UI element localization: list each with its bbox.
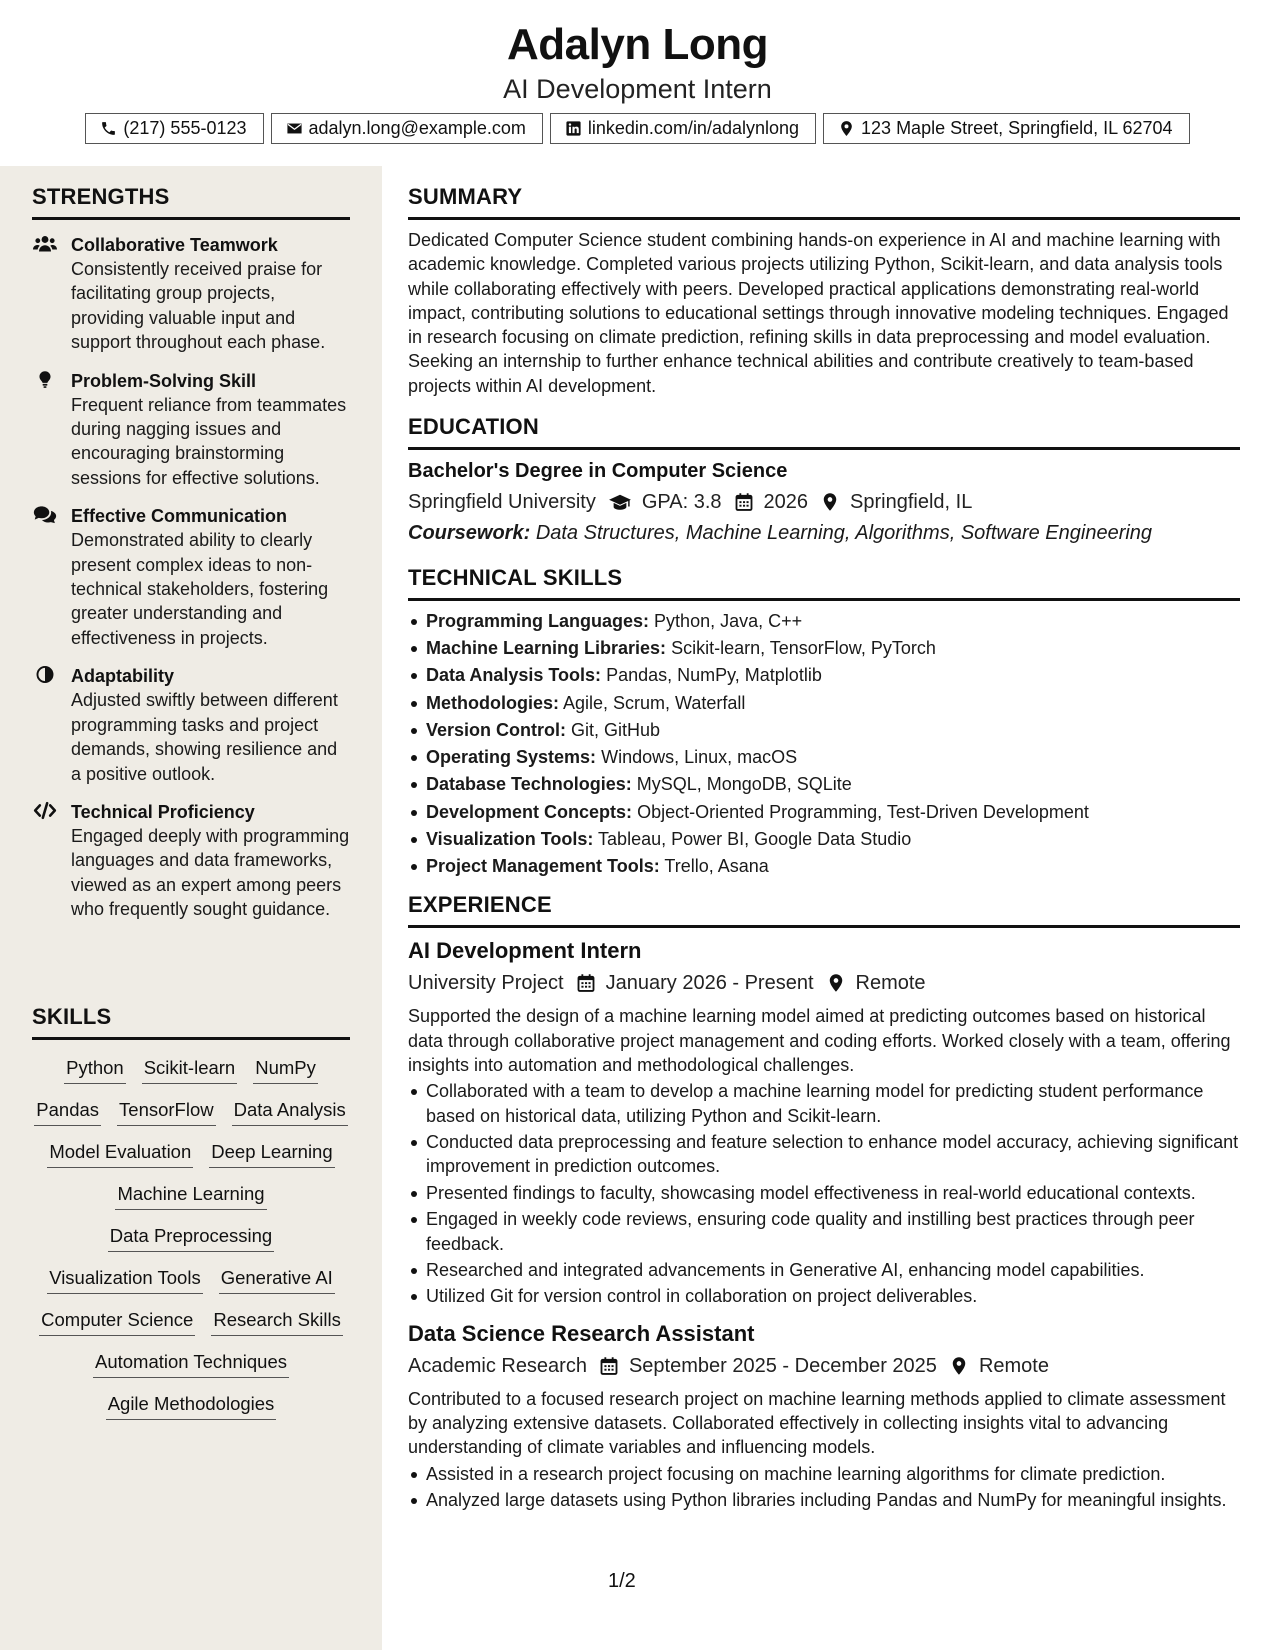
education-degree: Bachelor's Degree in Computer Science (408, 460, 788, 483)
map-pin-icon (820, 492, 840, 512)
calendar-icon (576, 973, 596, 993)
education-year: 2026 (763, 491, 809, 514)
job-dates: January 2026 - Present (605, 972, 814, 995)
experience-heading: EXPERIENCE (408, 892, 1240, 928)
skill-tag: Scikit-learn (142, 1056, 238, 1084)
strength-description: Adjusted swiftly between different programming tasks and project demands, showing resilience and a positive outlook. (71, 690, 338, 784)
technical-skill-item (408, 609, 1240, 633)
job-summary: Supported the design of a machine learning model aimed at predicting outcomes based on historical data through collaborative project management and coding efforts. Worked closely with a team, offering insights into automation and methodological challenges. (408, 1006, 1231, 1075)
education-school: Springfield University (408, 491, 596, 514)
skill-label: Data Analysis Tools: (426, 665, 602, 686)
calendar-icon (599, 1356, 619, 1376)
skill-tag: Pandas (34, 1098, 101, 1126)
skill-value: Agile, Scrum, Waterfall (563, 692, 746, 713)
strength-description: Demonstrated ability to clearly present complex ideas to non-technical stakeholders, fostering greater understanding and effectiveness in projects. (71, 530, 329, 648)
education-heading: EDUCATION (408, 414, 1240, 450)
job-location: Remote (855, 972, 926, 995)
skill-value: Pandas, NumPy, Matplotlib (606, 665, 822, 686)
job-bullets (408, 1079, 1240, 1309)
candidate-name: Adalyn Long (507, 20, 768, 69)
skill-value: Trello, Asana (664, 855, 769, 876)
strengths-heading: STRENGTHS (32, 184, 350, 220)
job-title: AI Development Intern (408, 938, 642, 964)
skills-tags (32, 1050, 350, 1428)
skill-label: Visualization Tools: (426, 828, 594, 849)
skill-tag: Generative AI (219, 1266, 335, 1294)
contact-address (823, 113, 1190, 144)
technical-skill-item (408, 663, 1240, 687)
skill-tag: Automation Techniques (93, 1350, 289, 1378)
strength-title: Collaborative Teamwork (71, 235, 278, 255)
skill-tag: Data Analysis (232, 1098, 348, 1126)
strength-item (32, 504, 350, 650)
job-bullet: Presented findings to faculty, showcasing model effectiveness in real-world educational contexts. (408, 1181, 1240, 1205)
technical-skills-list (408, 609, 1240, 878)
job-bullet: Utilized Git for version control in collaboration on project deliverables. (408, 1284, 1240, 1308)
job-summary: Contributed to a focused research project on machine learning methods applied to climate assessment by analyzing extensive datasets. Collaborated effectively in collecting insights vital to advancing understanding of climate variables and influencing models. (408, 1388, 1226, 1458)
skill-tag: Python (64, 1056, 126, 1084)
half-circle-icon (33, 665, 57, 684)
job-dates: September 2025 - December 2025 (628, 1354, 937, 1377)
summary-heading: SUMMARY (408, 184, 1240, 220)
skill-tag: Visualization Tools (47, 1266, 203, 1294)
job-bullet: Assisted in a research project focusing on machine learning algorithms for climate prediction. (408, 1462, 1240, 1486)
skill-tag: Model Evaluation (47, 1140, 193, 1168)
strength-title: Technical Proficiency (71, 801, 255, 822)
map-pin-icon (838, 120, 855, 137)
job-bullets (408, 1462, 1240, 1513)
technical-skill-item (408, 691, 1240, 715)
job-title: Data Science Research Assistant (408, 1320, 755, 1346)
contact-email (271, 113, 543, 144)
skill-value: Scikit-learn, TensorFlow, PyTorch (671, 638, 936, 659)
linkedin-icon (565, 120, 582, 137)
skills-section (32, 1004, 350, 1428)
strength-description: Engaged deeply with programming languages and data frameworks, viewed as an expert among peers who frequently sought guidance. (71, 825, 350, 920)
technical-skill-item (408, 772, 1240, 796)
envelope-icon (286, 120, 303, 137)
skill-value: Git, GitHub (571, 719, 661, 740)
strength-item (32, 233, 350, 355)
strength-description: Consistently received praise for facilitating group projects, providing valuable input and support throughout each phase. (71, 259, 326, 353)
resume-header (0, 0, 1275, 166)
graduation-cap-icon (608, 492, 632, 512)
strength-title: Effective Communication (71, 506, 288, 527)
candidate-title: AI Development Intern (503, 74, 772, 104)
skill-label: Project Management Tools: (426, 855, 660, 876)
contact-address-text: 123 Maple Street, Springfield, IL 62704 (861, 118, 1173, 138)
job-meta (408, 970, 1240, 996)
education-coursework (408, 522, 1240, 545)
users-icon (33, 234, 57, 253)
technical-skill-item (408, 718, 1240, 742)
skill-label: Development Concepts: (426, 801, 633, 822)
job-organization: University Project (408, 972, 564, 995)
strength-title: Adaptability (71, 666, 175, 687)
job-bullet: Conducted data preprocessing and feature selection to enhance model accuracy, achieving significant improvement in prediction outcomes. (408, 1130, 1240, 1179)
job-entry (408, 938, 1240, 1309)
skill-tag: NumPy (253, 1056, 318, 1084)
contact-linkedin (550, 113, 816, 144)
job-entry (408, 1321, 1240, 1513)
experience-section (408, 892, 1240, 1512)
skills-heading: SKILLS (32, 1004, 350, 1040)
skill-label: Machine Learning Libraries: (426, 638, 667, 659)
skill-tag: Deep Learning (209, 1140, 334, 1168)
strengths-section (32, 184, 350, 922)
technical-skill-item (408, 745, 1240, 769)
strength-description: Frequent reliance from teammates during nagging issues and encouraging brainstorming sessions for effective solutions. (71, 394, 347, 488)
strength-item (32, 800, 350, 922)
technical-skills-section (408, 565, 1240, 878)
coursework-label: Coursework: (408, 522, 531, 545)
skill-tag: Agile Methodologies (106, 1392, 277, 1420)
technical-skill-item (408, 827, 1240, 851)
technical-skill-item (408, 800, 1240, 824)
job-bullet: Engaged in weekly code reviews, ensuring code quality and instilling best practices through peer feedback. (408, 1207, 1240, 1256)
skill-label: Methodologies: (426, 692, 559, 713)
comments-icon (33, 505, 57, 524)
skill-tag: Research Skills (211, 1308, 343, 1336)
job-bullet: Analyzed large datasets using Python libraries including Pandas and NumPy for meaningful insights. (408, 1488, 1240, 1512)
strength-item (32, 664, 350, 786)
education-meta (408, 489, 1240, 515)
technical-skill-item (408, 854, 1240, 878)
summary-text: Dedicated Computer Science student combining hands-on experience in AI and machine learning with academic knowledge. Completed various projects utilizing Python, Scikit-learn, and data analysis tools while collaborating effectively with peers. Developed practical applications demonstrating real-world impact, contributing solutions to educational settings through innovative modeling techniques. Engaged in research focusing on climate prediction, refining skills in data preprocessing and model evaluation. Seeking an internship to further enhance technical abilities and contribute creatively to team-based projects within AI development. (408, 230, 1229, 396)
technical-skill-item (408, 636, 1240, 660)
education-location: Springfield, IL (850, 491, 973, 514)
sidebar (0, 166, 382, 1650)
skill-label: Operating Systems: (426, 747, 597, 768)
contact-bar (0, 113, 1275, 144)
coursework-text: Data Structures, Machine Learning, Algorithms, Software Engineering (535, 522, 1153, 545)
skill-value: Windows, Linux, macOS (601, 747, 798, 768)
skill-tag: TensorFlow (117, 1098, 216, 1126)
skill-label: Version Control: (426, 719, 567, 740)
contact-phone-text: (217) 555-0123 (123, 118, 247, 138)
code-icon (33, 801, 57, 820)
job-location: Remote (978, 1354, 1049, 1377)
contact-phone (85, 113, 263, 144)
skill-tag: Machine Learning (115, 1182, 266, 1210)
skill-label: Programming Languages: (426, 611, 650, 632)
strength-item (32, 369, 350, 491)
page-number: 1/2 (608, 1570, 636, 1592)
phone-icon (100, 120, 117, 137)
skill-tag: Computer Science (39, 1308, 195, 1336)
map-pin-icon (826, 973, 846, 993)
education-section (408, 414, 1240, 545)
main-content (408, 166, 1240, 1515)
job-organization: Academic Research (408, 1354, 587, 1377)
skill-value: Python, Java, C++ (654, 611, 803, 632)
strength-title: Problem-Solving Skill (71, 370, 257, 391)
skill-value: Object-Oriented Programming, Test-Driven Development (637, 801, 1089, 822)
skill-tag: Data Preprocessing (108, 1224, 274, 1252)
job-bullet: Researched and integrated advancements in Generative AI, enhancing model capabilities. (408, 1258, 1240, 1282)
job-meta (408, 1353, 1240, 1379)
summary-section (408, 184, 1240, 398)
skill-label: Database Technologies: (426, 774, 632, 795)
contact-email-text: adalyn.long@example.com (308, 118, 526, 138)
skill-value: MySQL, MongoDB, SQLite (636, 774, 852, 795)
education-gpa: GPA: 3.8 (641, 491, 722, 514)
technical-skills-heading: TECHNICAL SKILLS (408, 565, 1240, 601)
calendar-icon (734, 492, 754, 512)
skill-value: Tableau, Power BI, Google Data Studio (598, 828, 912, 849)
lightbulb-icon (33, 370, 57, 389)
map-pin-icon (949, 1356, 969, 1376)
contact-linkedin-text: linkedin.com/in/adalynlong (587, 118, 800, 138)
job-bullet: Collaborated with a team to develop a machine learning model for predicting student performance based on historical data, utilizing Python and Scikit-learn. (408, 1079, 1240, 1128)
